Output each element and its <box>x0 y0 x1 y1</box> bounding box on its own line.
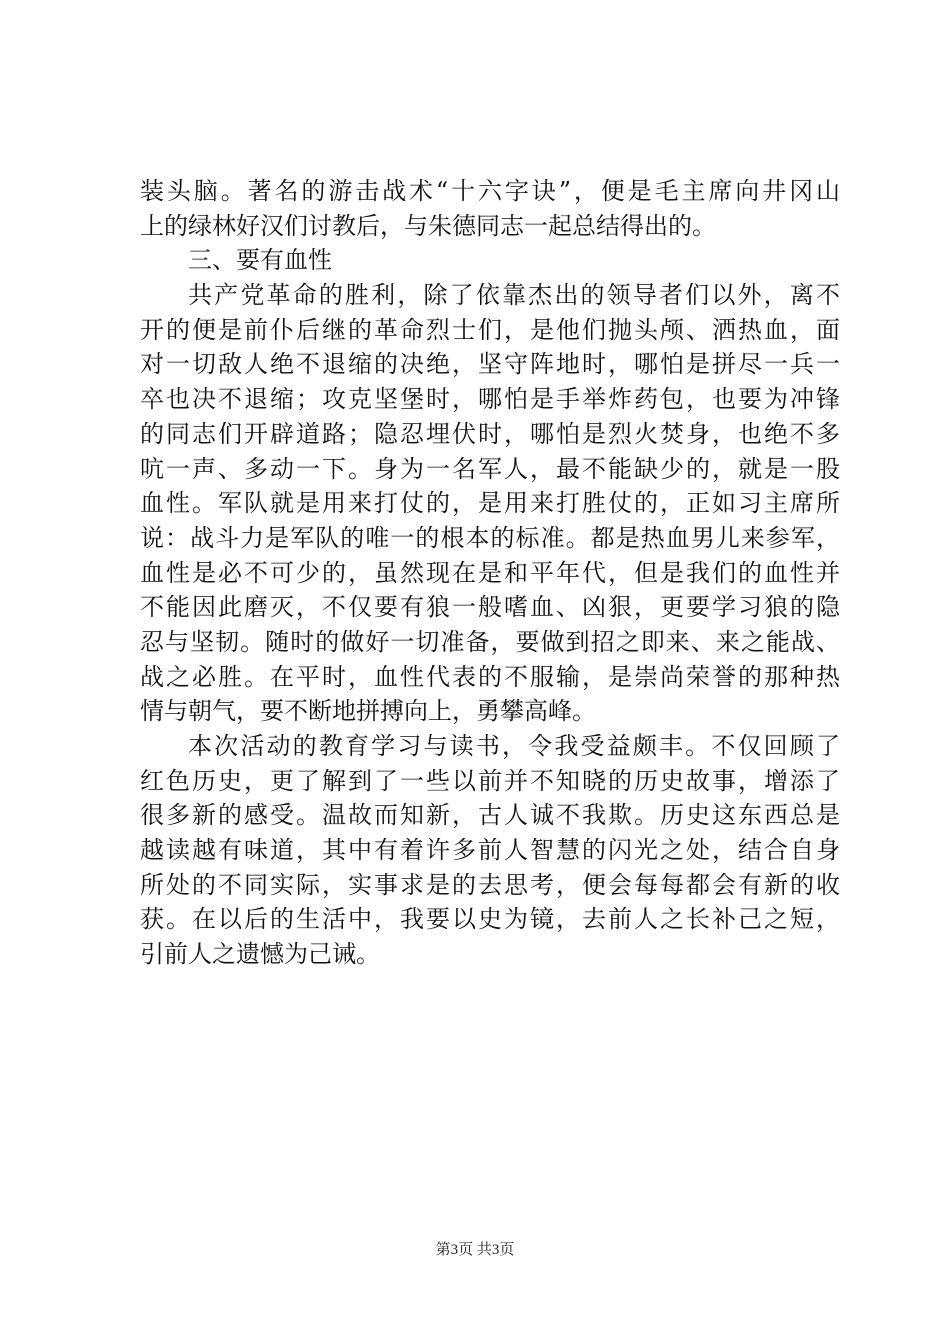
text-line: 所处的不同实际，实事求是的去思考，便会每每都会有新的收 <box>140 870 840 899</box>
section-heading: 三、要有血性 <box>188 246 332 275</box>
text-line: 忍与坚韧。随时的做好一切准备，要做到招之即来、来之能战、 <box>140 627 840 656</box>
text-line: 获。在以后的生活中，我要以史为镜，去前人之长补己之短， <box>140 905 840 934</box>
text-line: 开的便是前仆后继的革命烈士们，是他们抛头颅、洒热血，面 <box>140 315 840 344</box>
text-line: 战之必胜。在平时，血性代表的不服输，是崇尚荣誉的那种热 <box>140 662 840 691</box>
text-line: 说：战斗力是军队的唯一的根本的标准。都是热血男儿来参军， <box>140 523 840 552</box>
text-line: 本次活动的教育学习与读书，令我受益颇丰。不仅回顾了 <box>188 732 840 760</box>
text-line: 血性。军队就是用来打仗的，是用来打胜仗的，正如习主席所 <box>140 489 840 518</box>
text-line: 对一切敌人绝不退缩的决绝，坚守阵地时，哪怕是拼尽一兵一 <box>140 350 840 379</box>
text-line: 装头脑。著名的游击战术“十六字诀”，便是毛主席向井冈山 <box>140 177 840 205</box>
text-line: 的同志们开辟道路；隐忍埋伏时，哪怕是烈火焚身，也绝不多 <box>140 419 840 448</box>
text-line: 不能因此磨灭，不仅要有狼一般嗜血、凶狠，更要学习狼的隐 <box>140 593 840 622</box>
text-line: 红色历史，更了解到了一些以前并不知晓的历史故事，增添了 <box>140 766 840 795</box>
text-line: 引前人之遗憾为己诫。 <box>140 940 380 969</box>
text-line: 共产党革命的胜利，除了依靠杰出的领导者们以外，离不 <box>188 281 840 310</box>
text-line: 越读越有味道，其中有着许多前人智慧的闪光之处，结合自身 <box>140 836 840 865</box>
text-line: 上的绿林好汉们讨教后，与朱德同志一起总结得出的。 <box>140 211 716 240</box>
text-line: 卒也决不退缩；攻克坚堡时，哪怕是手举炸药包，也要为冲锋 <box>140 385 840 414</box>
text-line: 血性是必不可少的，虽然现在是和平年代，但是我们的血性并 <box>140 558 840 587</box>
body-text <box>140 174 840 972</box>
text-line: 情与朝气，要不断地拼搏向上，勇攀高峰。 <box>140 697 596 726</box>
page-footer: 第3页 共3页 <box>435 1242 515 1258</box>
text-line: 很多新的感受。温故而知新，古人诚不我欺。历史这东西总是 <box>140 801 840 830</box>
text-line: 吭一声、多动一下。身为一名军人，最不能缺少的，就是一股 <box>140 454 840 483</box>
